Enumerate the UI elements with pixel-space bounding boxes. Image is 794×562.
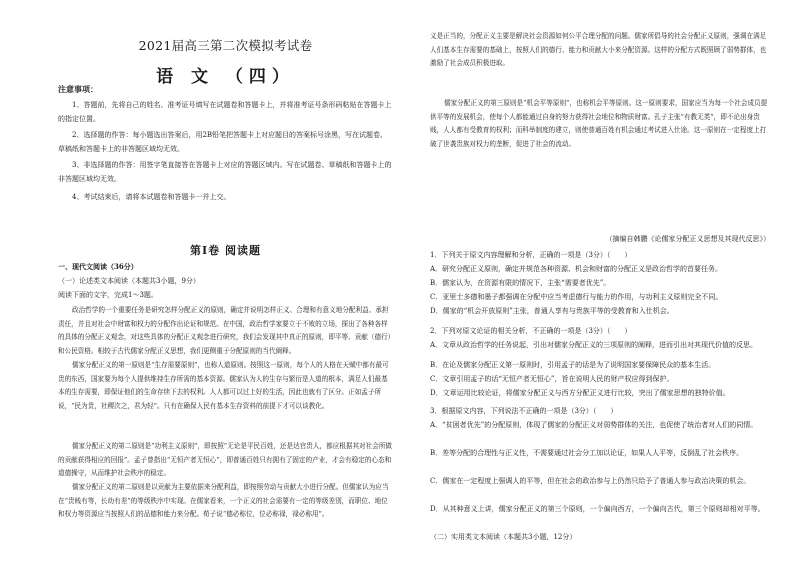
question-1-stem: 1．下列关于原文内容理解和分析，正确的一项是（3分）（ ） — [430, 251, 632, 259]
question-3-option-d: D．从其种意义上讲，儒家分配正义的第三个原则，一个偏向西方，一个偏向古代，第三个原则却相对平等。 — [430, 505, 765, 513]
question-1-option-d: D．儒家的“机会开放原则”主张，普通人享有与贵族平等的受教育和入仕机会。 — [430, 307, 674, 315]
sub-heading: （一）论述类文本阅读（本题共3小题，9分） — [58, 277, 200, 285]
question-3-option-a: A．“贫困者优先”的分配原则，体现了儒家的分配正义对弱势群体的关注，也促使了统治者对人们的同情。 — [430, 421, 758, 429]
notice-item-2: 2、选择题的作答：每小题选出答案后，用2B铅笔把答题卡上对应题目的答案标号涂黑，写在试题卷、草稿纸和答题卡上的非答题区域均无效。 — [58, 131, 388, 153]
passage-paragraph-1: 政治哲学的一个重要任务是研究怎样分配正义的原则，确定并说明怎样正义、合理和有意义地分配利益、承担责任，并且对社会中财富和权力的分配作出论证和规范。在中国，政治哲学家要立于不败的立场，探出了各种各样的具体的分配正义观念，对这些具体的分配正义观念进行研究，我们会发现其中真正的原则，即平等、贡献（德行）和公民资格。相较于古代儒家分配正义思想，我们更侧重于分配原则的当代阐释。 — [58, 306, 391, 355]
passage-paragraph-3: 儒家分配正义的第二原则是“功利主义原则”，即按照“无论是平民百姓，还是达官贵人，都应根据其对社会所做的贡献获得相应的回报”。孟子曾指出“无恒产者无恒心”，即普通百姓只有拥有了固定的产业，才会有稳定的心态和道德操守，从而维护社会秩序的稳定。 — [58, 442, 393, 477]
question-2-option-c: C．文章引用孟子的话“无恒产者无恒心”，旨在说明人民的财产权应得到保护。 — [430, 375, 674, 383]
instruction: 阅读下面的文字，完成1～3题。 — [58, 291, 158, 299]
question-2-stem: 2．下列对原文论证的相关分析，不正确的一项是（3分）（ ） — [430, 327, 632, 335]
notice-heading: 注意事项： — [58, 84, 98, 94]
passage-paragraph-5: 义是正当的，分配正义主要是解决社会资源如何公平合理分配的问题。儒家所倡导的社会分配正义原则，强调在满足人们基本生存需要的基础上，按照人们的德行、能力和贡献大小来分配资源。这样的分配方式既照顾了弱势群体，也激励了社会成员积极进取。 — [430, 32, 767, 67]
notice-item-4: 4、考试结束后，请将本试题卷和答题卡一并上交。 — [72, 193, 231, 201]
question-3-stem: 3．根据原文内容，下列说法不正确的一项是（3分）（ ） — [430, 407, 618, 415]
question-2-option-a: A．文章从政治哲学的任务说起，引出对儒家分配正义的三项原则的阐释，进而引出对其现代价值的反思。 — [430, 341, 758, 349]
notice-item-1: 1、答题前，先将自己的姓名、准考证号填写在试题卷和答题卡上，并将准考证号条形码粘贴在答题卡上的指定位置。 — [58, 101, 392, 123]
question-1-option-b: B．儒家认为，在资源有限的情况下，主张“需要者优先”。 — [430, 279, 611, 287]
question-3-option-c: C．儒家在一定程度上强调人的平等，但在社会的政治参与上仍然只给予了普通人参与政治决策的机会。 — [430, 477, 751, 485]
subject-title: 语 文 （四） — [156, 67, 295, 87]
question-3-option-b: B．差等分配的合理性与正义性，不需要通过社会分工加以论证，如果人人平等，反倒乱了社会秩序。 — [430, 449, 744, 457]
section-title: 第Ⅰ卷 阅读题 — [190, 244, 261, 257]
question-2-option-d: D．文章运用比较论证，将儒家分配正义与西方分配正义进行比较，突出了儒家思想的独特价值。 — [430, 389, 730, 397]
question-1-option-a: A．研究分配正义原则，确定并规范各种资源、机会和财富的分配正义是政治哲学的首要任务。 — [430, 265, 723, 273]
question-1-option-c: C．亚里士多德和墨子都强调在分配中应当考虑德行与能力的作用，与功利主义原则完全不同。 — [430, 293, 723, 301]
part-heading: 一、现代文阅读（36分） — [58, 262, 138, 271]
part-2-heading: （二）实用类文本阅读（本题共3小题，12分） — [430, 533, 577, 541]
passage-paragraph-4: 儒家分配正义的第二原则是以贡献为主要依据来分配利益，即按照劳动与贡献大小进行分配。但儒家认为应当在“贵贱有等，长幼有差”的等级秩序中实现。在儒家看来，一个正义的社会需要有一定的等级差别，而职位、地位和权力等资源应当按照人们的品德和能力来分配。荀子说“德必称位，位必称禄，禄必称用”。 — [58, 483, 389, 518]
notice-item-3: 3、非选择题的作答：用签字笔直接答在答题卡上对应的答题区域内。写在试题卷、草稿纸和答题卡上的非答题区域均无效。 — [58, 161, 392, 183]
passage-paragraph-6: 儒家分配正义的第三原则是“机会平等原则”，也称机会平等原则。这一原则要求，国家应当为每一个社会成员提供平等的发展机会，使每个人都能通过自身的努力获得社会地位和物质财富。孔子主张“有教无类”，即不论出身贵贱，人人都有受教育的权利；而科举制度的建立，则使普通百姓有机会通过考试进入仕途。这一原则在一定程度上打破了世袭贵族对权力的垄断，促进了社会的流动。 — [430, 99, 768, 148]
passage-paragraph-2: 儒家分配正义的第一原则是“生存需要原则”，也称人道原则。按照这一原则，每个人的人格在天赋中都有最可贵的东西，国家要为每个人提供维持生存所需的基本资源。儒家认为人的生存与繁衍是人道的根本，满足人们最基本的生存需要，即保证他们的生命存续下去的权利。人人都可以过上好的生活，因此也就有了区分。正如孟子所说，“民为贵，社稷次之，君为轻”。只有在确保人民有基本生存资料的前提下才可以谈教化。 — [58, 361, 389, 410]
question-2-option-b: B．在论及儒家分配正义第一原则时，引用孟子的话是为了说明国家要保障民众的基本生活。 — [430, 361, 716, 369]
exam-title: 2021届高三第二次模拟考试卷 — [138, 38, 313, 53]
source-citation: （摘编自韩鹏《论儒家分配正义思想及其现代反思》） — [605, 235, 770, 243]
